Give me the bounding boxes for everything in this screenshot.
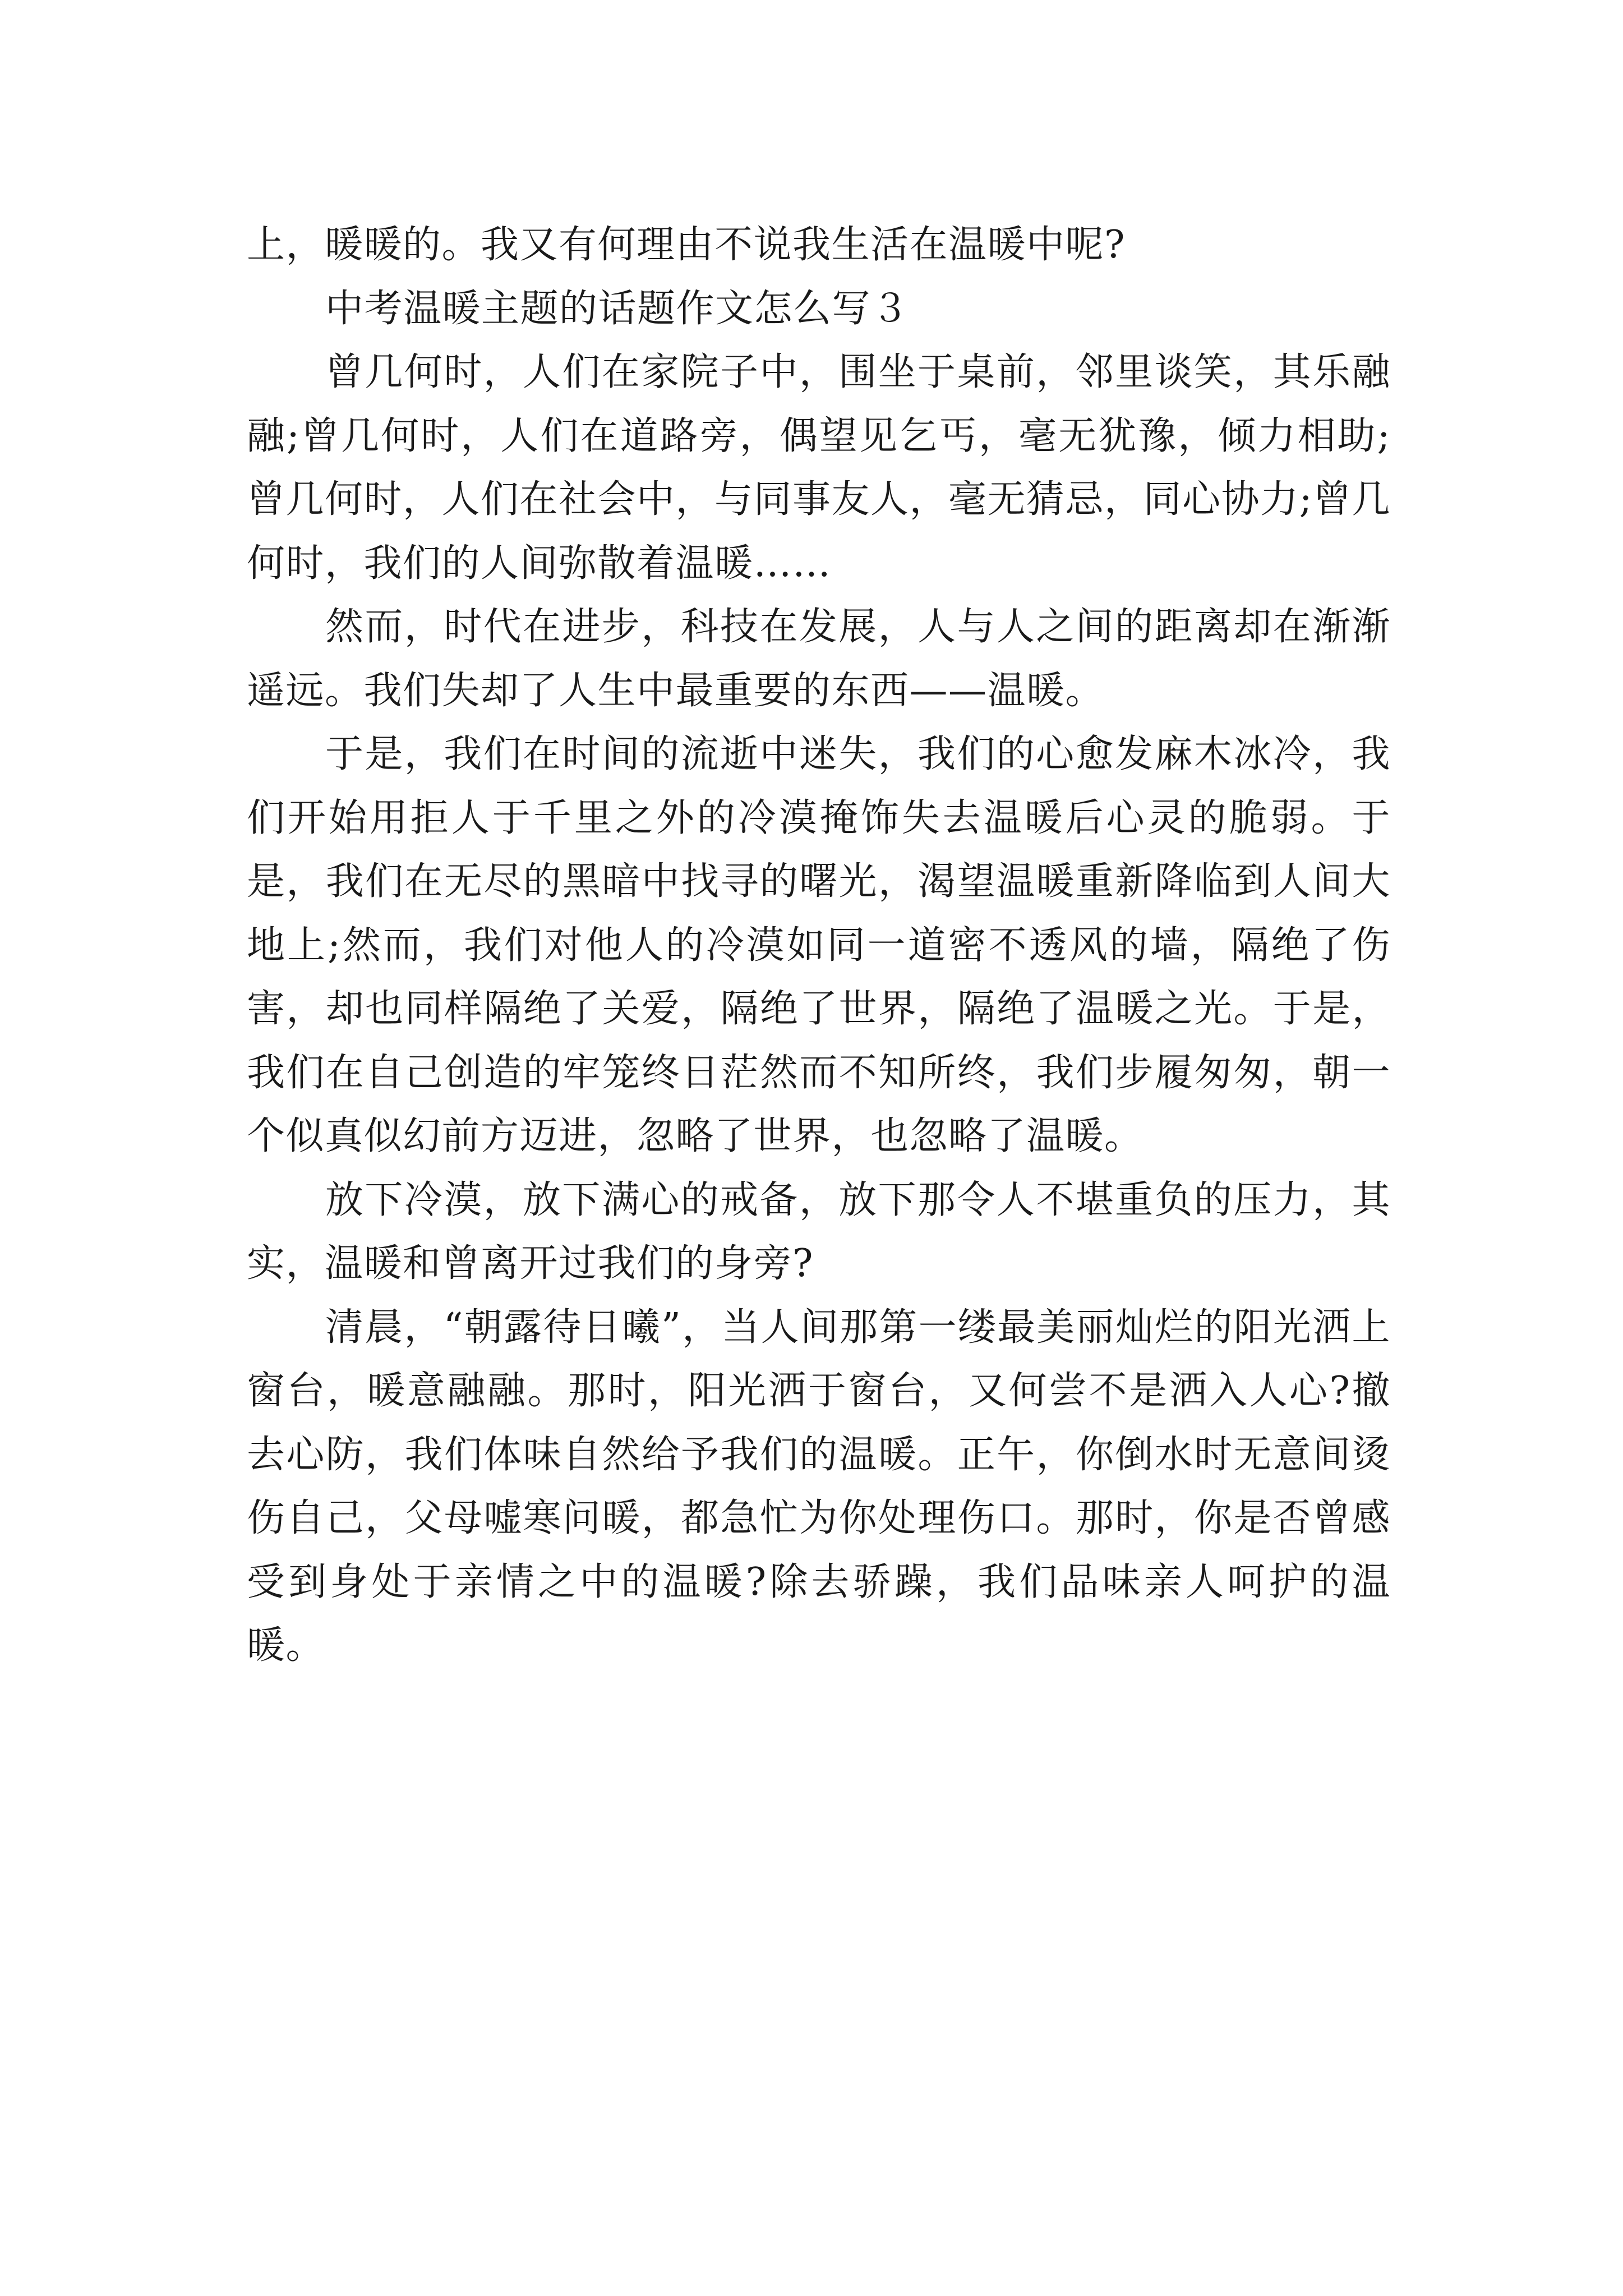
paragraph: 清晨，“朝露待日曦”，当人间那第一缕最美丽灿烂的阳光洒上窗台，暖意融融。那时，阳光洒于窗台，又何尝不是洒入人心?撤去心防，我们体味自然给予我们的温暖。正午，你倒水时无意间烫伤自己，父母嘘寒问暖，都急忙为你处理伤口。那时，你是否曾感受到身处于亲情之中的温暖?除去骄躁，我们品味亲人呵护的温暖。 [247,1305,1391,1668]
paragraph: 于是，我们在时间的流逝中迷失，我们的心愈发麻木冰冷，我们开始用拒人于千里之外的冷漠掩饰失去温暖后心灵的脆弱。于是，我们在无尽的黑暗中找寻的曙光，渴望温暖重新降临到人间大地上;然而，我们对他人的冷漠如同一道密不透风的墙，隔绝了伤害，却也同样隔绝了关爱，隔绝了世界，隔绝了温暖之光。于是，我们在自己创造的牢笼终日茫然而不知所终，我们步履匆匆，朝一个似真似幻前方迈进，忽略了世界，也忽略了温暖。 [247,732,1391,1158]
paragraph: 放下冷漠，放下满心的戒备，放下那令人不堪重负的压力，其实，温暖和曾离开过我们的身旁? [247,1177,1391,1286]
document-body [247,213,1391,1678]
paragraph-continuation: 上，暖暖的。我又有何理由不说我生活在温暖中呢? [247,223,1126,267]
section-heading: 中考温暖主题的话题作文怎么写３ [325,286,910,331]
paragraph: 曾几何时，人们在家院子中，围坐于桌前，邻里谈笑，其乐融融;曾几何时，人们在道路旁，偶望见乞丐，毫无犹豫，倾力相助;曾几何时，人们在社会中，与同事友人，毫无猜忌，同心协力;曾几何时，我们的人间弥散着温暖…… [247,350,1391,586]
paragraph: 然而，时代在进步，科技在发展，人与人之间的距离却在渐渐遥远。我们失却了人生中最重要的东西——温暖。 [247,605,1391,713]
